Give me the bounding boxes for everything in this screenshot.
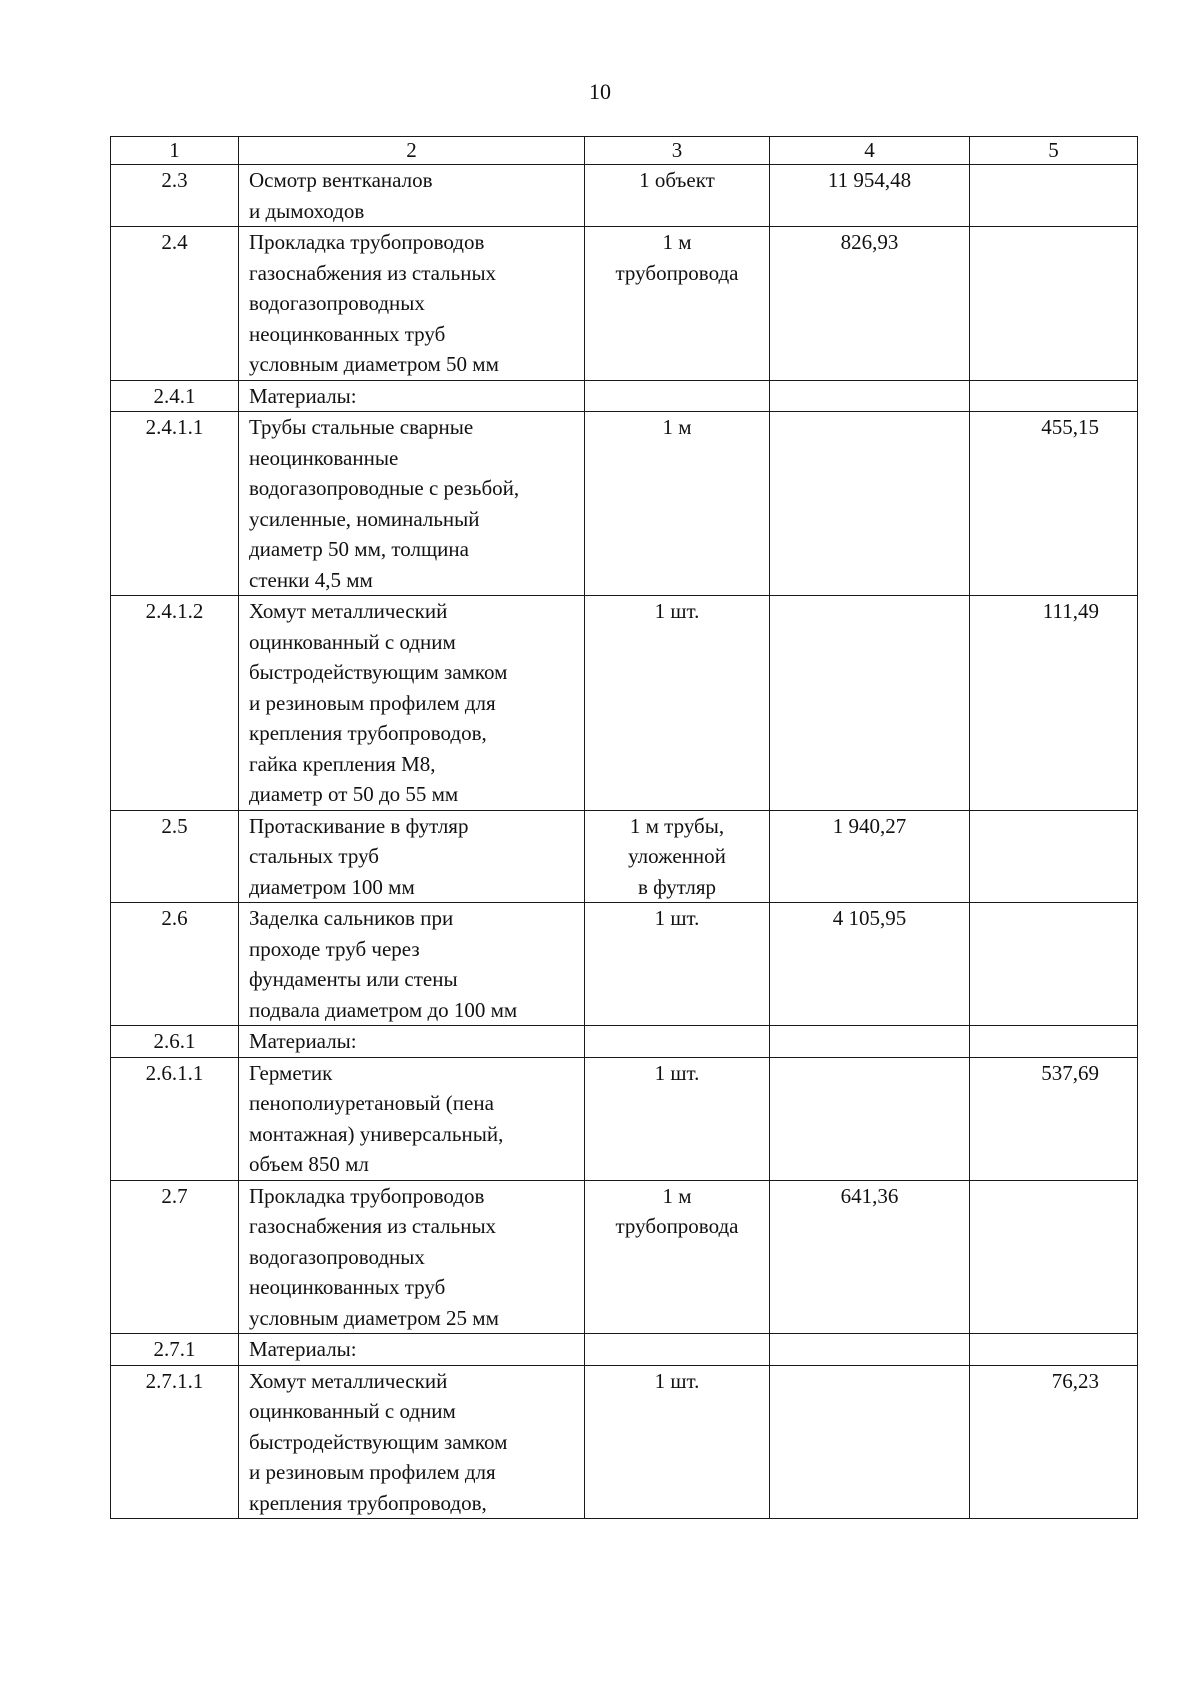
- table-row: [111, 380, 1138, 412]
- row-price: 4 105,95: [770, 903, 970, 1026]
- row-price: 826,93: [770, 227, 970, 381]
- row-number: 2.3: [111, 165, 239, 227]
- row-price: [770, 412, 970, 596]
- table-row: [111, 1365, 1138, 1519]
- header-row: [111, 137, 1138, 165]
- row-number: 2.4.1: [111, 380, 239, 412]
- row-number: 2.4: [111, 227, 239, 381]
- row-name: Материалы:: [239, 1026, 585, 1058]
- row-number: 2.7: [111, 1180, 239, 1334]
- table-row: [111, 1057, 1138, 1180]
- row-name: Осмотр вентканалов и дымоходов: [239, 165, 585, 227]
- row-name: Заделка сальников при проходе труб через фундаменты или стены подвала диаметром до 100 мм: [239, 903, 585, 1026]
- table-header: [111, 137, 1138, 165]
- row-number: 2.5: [111, 810, 239, 903]
- row-unit: 1 шт.: [585, 596, 770, 811]
- row-material-price: [970, 810, 1138, 903]
- row-name: Хомут металлический оцинкованный с одним быстродействующим замком и резиновым профилем для крепления трубопроводов,: [239, 1365, 585, 1519]
- row-price: [770, 1334, 970, 1366]
- row-price: [770, 1026, 970, 1058]
- table-row: [111, 165, 1138, 227]
- row-unit: 1 м трубы, уложенной в футляр: [585, 810, 770, 903]
- row-number: 2.6.1.1: [111, 1057, 239, 1180]
- row-price: 1 940,27: [770, 810, 970, 903]
- row-material-price: 111,49: [970, 596, 1138, 811]
- table-row: [111, 1334, 1138, 1366]
- row-number: 2.6: [111, 903, 239, 1026]
- row-unit: 1 м трубопровода: [585, 227, 770, 381]
- table-row: [111, 227, 1138, 381]
- header-col-1: 1: [111, 137, 239, 165]
- row-material-price: [970, 165, 1138, 227]
- row-unit: [585, 1026, 770, 1058]
- row-unit: 1 объект: [585, 165, 770, 227]
- row-material-price: 455,15: [970, 412, 1138, 596]
- row-unit: 1 шт.: [585, 903, 770, 1026]
- row-price: [770, 1365, 970, 1519]
- table-row: [111, 596, 1138, 811]
- row-name: Прокладка трубопроводов газоснабжения из стальных водогазопроводных неоцинкованных труб условным диаметром 50 мм: [239, 227, 585, 381]
- row-material-price: [970, 1334, 1138, 1366]
- header-col-4: 4: [770, 137, 970, 165]
- price-table: [110, 136, 1138, 1519]
- row-material-price: [970, 380, 1138, 412]
- table-body: [111, 165, 1138, 1519]
- row-name: Материалы:: [239, 1334, 585, 1366]
- row-unit: 1 м: [585, 412, 770, 596]
- page-number: 10: [589, 79, 611, 104]
- row-material-price: 537,69: [970, 1057, 1138, 1180]
- table-row: [111, 1026, 1138, 1058]
- table-row: [111, 903, 1138, 1026]
- table-row: [111, 1180, 1138, 1334]
- table-row: [111, 810, 1138, 903]
- row-price: 11 954,48: [770, 165, 970, 227]
- row-price: [770, 596, 970, 811]
- row-unit: 1 шт.: [585, 1365, 770, 1519]
- row-material-price: [970, 1180, 1138, 1334]
- row-material-price: [970, 227, 1138, 381]
- row-price: [770, 380, 970, 412]
- row-material-price: [970, 1026, 1138, 1058]
- row-material-price: 76,23: [970, 1365, 1138, 1519]
- row-number: 2.4.1.1: [111, 412, 239, 596]
- row-name: Протаскивание в футляр стальных труб диаметром 100 мм: [239, 810, 585, 903]
- row-unit: [585, 1334, 770, 1366]
- row-material-price: [970, 903, 1138, 1026]
- row-number: 2.7.1: [111, 1334, 239, 1366]
- row-price: [770, 1057, 970, 1180]
- header-col-5: 5: [970, 137, 1138, 165]
- row-unit: 1 шт.: [585, 1057, 770, 1180]
- row-unit: [585, 380, 770, 412]
- row-price: 641,36: [770, 1180, 970, 1334]
- row-name: Материалы:: [239, 380, 585, 412]
- row-name: Герметик пенополиуретановый (пена монтажная) универсальный, объем 850 мл: [239, 1057, 585, 1180]
- table-row: [111, 412, 1138, 596]
- row-number: 2.4.1.2: [111, 596, 239, 811]
- row-name: Хомут металлический оцинкованный с одним быстродействующим замком и резиновым профилем для крепления трубопроводов, гайка крепления М8, диаметр от 50 до 55 мм: [239, 596, 585, 811]
- header-col-2: 2: [239, 137, 585, 165]
- row-number: 2.7.1.1: [111, 1365, 239, 1519]
- row-number: 2.6.1: [111, 1026, 239, 1058]
- row-name: Прокладка трубопроводов газоснабжения из стальных водогазопроводных неоцинкованных труб условным диаметром 25 мм: [239, 1180, 585, 1334]
- row-name: Трубы стальные сварные неоцинкованные водогазопроводные с резьбой, усиленные, номинальный диаметр 50 мм, толщина стенки 4,5 мм: [239, 412, 585, 596]
- row-unit: 1 м трубопровода: [585, 1180, 770, 1334]
- header-col-3: 3: [585, 137, 770, 165]
